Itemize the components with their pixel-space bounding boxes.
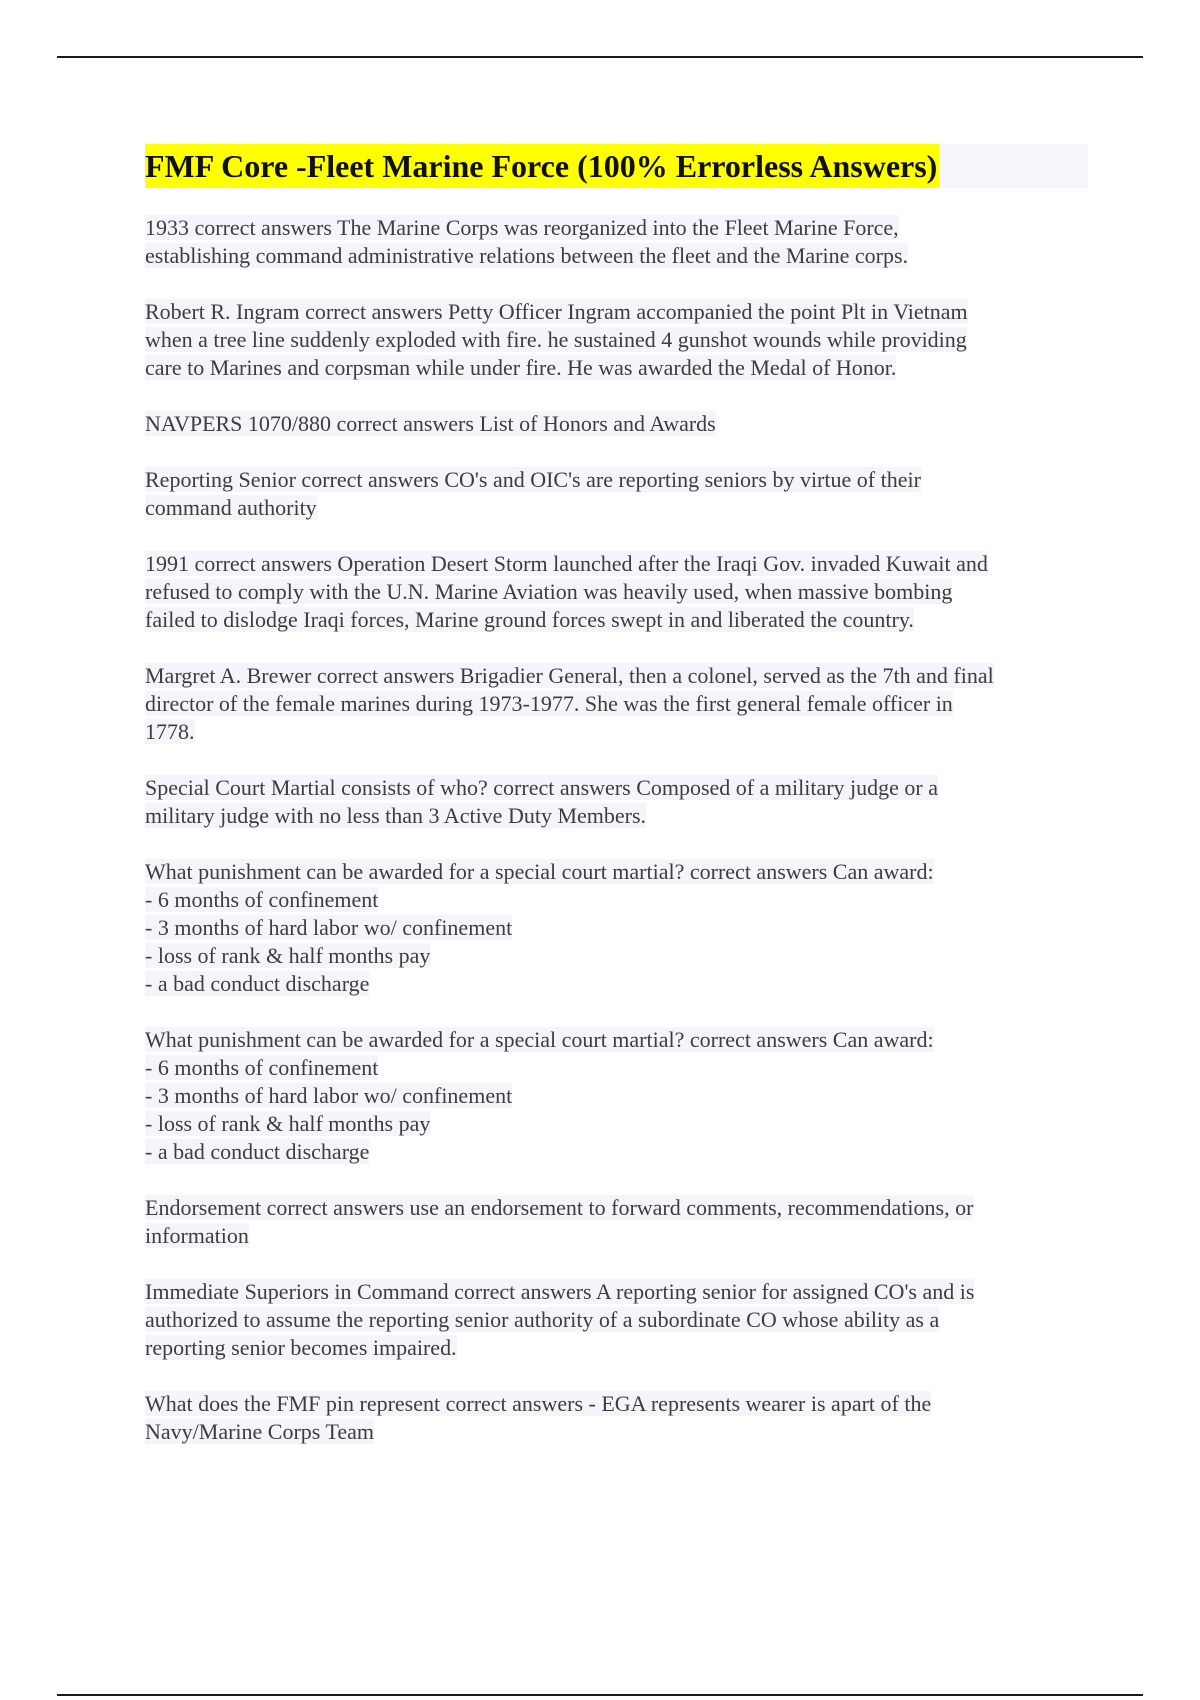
entry-line-text: Robert R. Ingram correct answers Petty Officer Ingram accompanied the point Plt in Vietnam (145, 299, 968, 324)
entry-line (145, 1390, 1090, 1418)
entry-line (145, 1222, 1090, 1250)
entry-line-text: establishing command administrative relations between the fleet and the Marine corps. (145, 243, 909, 268)
bottom-rule (57, 1694, 1143, 1696)
entry-line-text: 1991 correct answers Operation Desert Storm launched after the Iraqi Gov. invaded Kuwait and (145, 551, 988, 576)
document-body (145, 144, 1090, 1474)
qa-entry (145, 774, 1090, 830)
entry-line-text: authorized to assume the reporting senior authority of a subordinate CO whose ability as a (145, 1307, 940, 1332)
top-rule (57, 56, 1143, 58)
entry-line-text: NAVPERS 1070/880 correct answers List of Honors and Awards (145, 411, 716, 436)
entry-line (145, 942, 1090, 970)
entry-line (145, 354, 1090, 382)
entry-line (145, 662, 1090, 690)
entry-line-text: Reporting Senior correct answers CO's and OIC's are reporting seniors by virtue of their (145, 467, 921, 492)
qa-entry (145, 1026, 1090, 1166)
entry-line (145, 606, 1090, 634)
entry-line-text: 1933 correct answers The Marine Corps was reorganized into the Fleet Marine Force, (145, 215, 899, 240)
entry-line-text: failed to dislodge Iraqi forces, Marine ground forces swept in and liberated the country. (145, 607, 914, 632)
entry-line (145, 858, 1090, 886)
entry-line (145, 1082, 1090, 1110)
entry-line-text: Special Court Martial consists of who? correct answers Composed of a military judge or a (145, 775, 939, 800)
entry-line-text: What punishment can be awarded for a special court martial? correct answers Can award: (145, 1027, 934, 1052)
qa-entry (145, 410, 1090, 438)
entry-line (145, 1110, 1090, 1138)
entry-line (145, 1334, 1090, 1362)
entry-line-text: - 3 months of hard labor wo/ confinement (145, 915, 513, 940)
entry-line-text: military judge with no less than 3 Active Duty Members. (145, 803, 647, 828)
entry-line-text: care to Marines and corpsman while under fire. He was awarded the Medal of Honor. (145, 355, 897, 380)
entry-line (145, 494, 1090, 522)
entry-line (145, 1138, 1090, 1166)
entry-line-text: command authority (145, 495, 317, 520)
qa-entry (145, 550, 1090, 634)
qa-entry (145, 1194, 1090, 1250)
entry-line (145, 466, 1090, 494)
entry-line (145, 914, 1090, 942)
entry-line (145, 1418, 1090, 1446)
entry-line-text: Endorsement correct answers use an endorsement to forward comments, recommendations, or (145, 1195, 974, 1220)
entry-line-text: What punishment can be awarded for a special court martial? correct answers Can award: (145, 859, 934, 884)
entry-line (145, 774, 1090, 802)
entry-line-text: What does the FMF pin represent correct answers - EGA represents wearer is apart of the (145, 1391, 932, 1416)
entry-line (145, 802, 1090, 830)
entry-line-text: - 6 months of confinement (145, 887, 379, 912)
entry-line (145, 578, 1090, 606)
qa-entry (145, 662, 1090, 746)
entry-line (145, 886, 1090, 914)
title-row (145, 144, 1088, 188)
entry-line (145, 1054, 1090, 1082)
entry-line (145, 410, 1090, 438)
entry-line-text: reporting senior becomes impaired. (145, 1335, 457, 1360)
qa-entry (145, 858, 1090, 998)
entry-line-text: - 6 months of confinement (145, 1055, 379, 1080)
entry-line (145, 326, 1090, 354)
entries-list (145, 214, 1090, 1446)
entry-line (145, 1278, 1090, 1306)
qa-entry (145, 466, 1090, 522)
entry-line (145, 242, 1090, 270)
entry-line-text: Navy/Marine Corps Team (145, 1419, 375, 1444)
entry-line-text: director of the female marines during 1973-1977. She was the first general female officer in (145, 691, 953, 716)
qa-entry (145, 214, 1090, 270)
entry-line-text: - loss of rank & half months pay (145, 1111, 431, 1136)
entry-line (145, 298, 1090, 326)
entry-line (145, 1194, 1090, 1222)
entry-line (145, 690, 1090, 718)
entry-line-text: 1778. (145, 719, 195, 744)
entry-line-text: - a bad conduct discharge (145, 1139, 370, 1164)
entry-line (145, 970, 1090, 998)
entry-line (145, 718, 1090, 746)
entry-line (145, 1306, 1090, 1334)
entry-line (145, 1026, 1090, 1054)
entry-line-text: - 3 months of hard labor wo/ confinement (145, 1083, 513, 1108)
qa-entry (145, 1390, 1090, 1446)
document-title: FMF Core -Fleet Marine Force (100% Errorless Answers) (145, 144, 939, 188)
qa-entry (145, 1278, 1090, 1362)
entry-line-text: Immediate Superiors in Command correct answers A reporting senior for assigned CO's and is (145, 1279, 975, 1304)
entry-line-text: information (145, 1223, 249, 1248)
entry-line (145, 550, 1090, 578)
entry-line (145, 214, 1090, 242)
entry-line-text: - a bad conduct discharge (145, 971, 370, 996)
entry-line-text: refused to comply with the U.N. Marine Aviation was heavily used, when massive bombing (145, 579, 953, 604)
qa-entry (145, 298, 1090, 382)
entry-line-text: - loss of rank & half months pay (145, 943, 431, 968)
entry-line-text: when a tree line suddenly exploded with fire. he sustained 4 gunshot wounds while providing (145, 327, 967, 352)
entry-line-text: Margret A. Brewer correct answers Brigadier General, then a colonel, served as the 7th and final (145, 663, 994, 688)
